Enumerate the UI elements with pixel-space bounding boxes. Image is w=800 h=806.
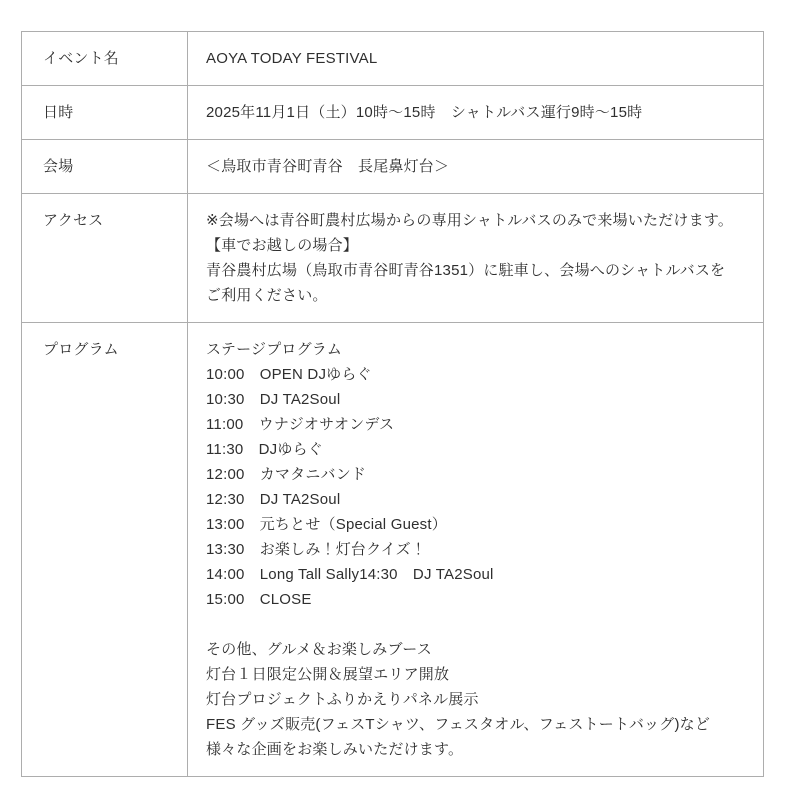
event-info-table-container — [21, 31, 764, 777]
row-value-access — [188, 194, 764, 323]
row-label-event-name: イベント名 — [22, 32, 188, 86]
event-info-table — [21, 31, 764, 777]
text-line: AOYA TODAY FESTIVAL — [206, 50, 378, 67]
program-line: 12:30 DJ TA2Soul — [206, 491, 341, 508]
program-line: 13:30 お楽しみ！灯台クイズ！ — [206, 541, 427, 558]
program-line: 灯台プロジェクトふりかえりパネル展示 — [206, 691, 479, 708]
text-line: 2025年11月1日（土）10時〜15時 シャトルバス運行9時〜15時 — [206, 104, 643, 121]
row-label-program: プログラム — [22, 323, 188, 777]
program-line-blank — [206, 612, 749, 637]
text-line: ご利用ください。 — [206, 287, 328, 304]
row-label-datetime: 日時 — [22, 86, 188, 140]
program-line: 11:00 ウナジオサオンデス — [206, 416, 395, 433]
program-line: ステージプログラム — [206, 341, 343, 358]
text-line: 青谷農村広場（鳥取市青谷町青谷1351）に駐車し、会場へのシャトルバスを — [206, 262, 726, 279]
table-row-datetime — [22, 86, 764, 140]
text-line: ＜鳥取市青谷町青谷 長尾鼻灯台＞ — [206, 158, 450, 175]
row-value-datetime — [188, 86, 764, 140]
program-line: 10:30 DJ TA2Soul — [206, 391, 341, 408]
row-label-venue: 会場 — [22, 140, 188, 194]
text-line: ※会場へは青谷町農村広場からの専用シャトルバスのみで来場いただけます。 — [206, 212, 734, 229]
program-line: FES グッズ販売(フェスTシャツ、フェスタオル、フェストートバッグ)など — [206, 716, 711, 733]
program-line: 15:00 CLOSE — [206, 591, 312, 608]
table-row-program — [22, 323, 764, 777]
row-value-program — [188, 323, 764, 777]
program-line: 様々な企画をお楽しみいただけます。 — [206, 741, 464, 758]
row-value-venue — [188, 140, 764, 194]
program-line: 12:00 カマタニバンド — [206, 466, 367, 483]
program-line: 10:00 OPEN DJゆらぐ — [206, 366, 372, 383]
table-row-venue — [22, 140, 764, 194]
program-line: 11:30 DJゆらぐ — [206, 441, 323, 458]
row-label-access: アクセス — [22, 194, 188, 323]
program-line: 14:00 Long Tall Sally14:30 DJ TA2Soul — [206, 566, 494, 583]
program-line: 13:00 元ちとせ（Special Guest） — [206, 516, 447, 533]
program-line: 灯台１日限定公開＆展望エリア開放 — [206, 666, 450, 683]
row-value-event-name — [188, 32, 764, 86]
table-row-event-name — [22, 32, 764, 86]
program-line: その他、グルメ＆お楽しみブース — [206, 641, 432, 658]
table-row-access — [22, 194, 764, 323]
text-line: 【車でお越しの場合】 — [206, 237, 359, 254]
